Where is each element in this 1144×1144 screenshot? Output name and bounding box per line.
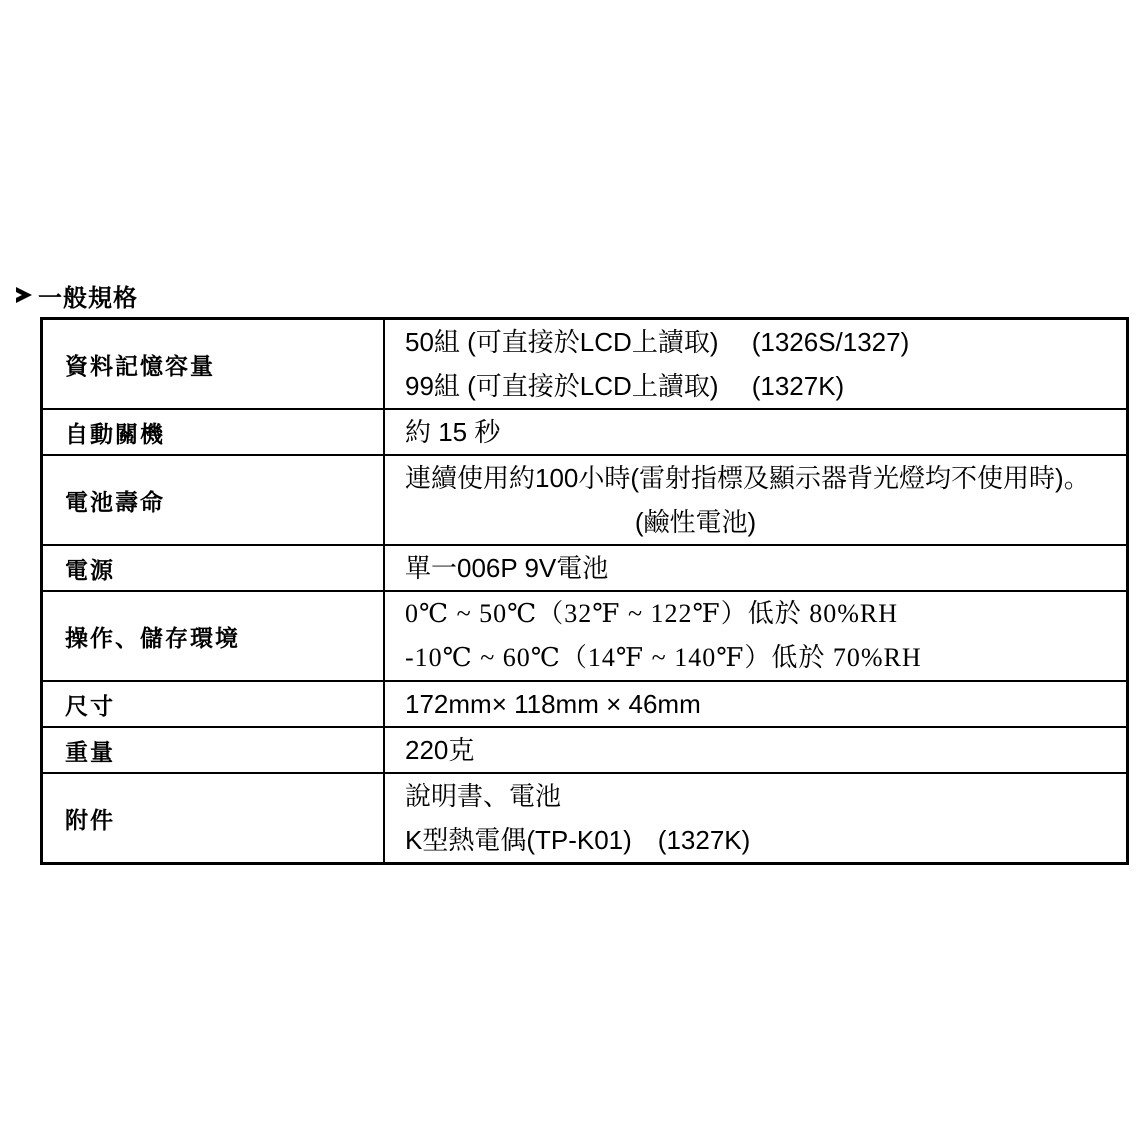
power-line-1: 單一006P 9V電池 [405, 553, 609, 583]
memory-line-1: 50組 (可直接於LCD上讀取) (1326S/1327) [405, 327, 910, 357]
dimensions-line-1: 172mm× 118mm × 46mm [405, 689, 701, 719]
table-row [42, 319, 1128, 410]
row-value-dimensions [384, 681, 1128, 727]
accessories-line-1: 說明書、電池 [405, 781, 562, 811]
row-label-dimensions: 尺寸 [42, 681, 385, 727]
table-row [42, 681, 1128, 727]
section-title: 一般規格 [38, 283, 138, 312]
row-label-environment: 操作、儲存環境 [42, 591, 385, 681]
row-label-accessories: 附件 [42, 773, 385, 864]
row-value-auto-off [384, 409, 1128, 455]
row-label-weight: 重量 [42, 727, 385, 773]
row-label-power: 電源 [42, 545, 385, 591]
row-value-weight [384, 727, 1128, 773]
row-label-battery-life: 電池壽命 [42, 455, 385, 545]
table-row [42, 727, 1128, 773]
battery-life-line-2: (鹼性電池) [634, 507, 757, 537]
weight-line-1: 220克 [405, 735, 475, 765]
accessories-line-2: K型熱電偶(TP-K01) (1327K) [405, 825, 751, 855]
environment-line-2: -10℃ ~ 60℃（14℉ ~ 140℉）低於 70%RH [405, 643, 922, 672]
row-value-memory [384, 319, 1128, 410]
row-value-environment [384, 591, 1128, 681]
auto-off-line-1: 約 15 秒 [405, 417, 501, 447]
table-row [42, 591, 1128, 681]
row-value-accessories [384, 773, 1128, 864]
row-value-power [384, 545, 1128, 591]
table-row [42, 545, 1128, 591]
memory-line-2: 99組 (可直接於LCD上讀取) (1327K) [405, 371, 845, 401]
battery-life-line-1: 連續使用約100小時(雷射指標及顯示器背光燈均不使用時)。 [405, 463, 1090, 493]
row-label-auto-off: 自動關機 [42, 409, 385, 455]
section-heading [16, 279, 138, 311]
table-row [42, 455, 1128, 545]
environment-line-1: 0℃ ~ 50℃（32℉ ~ 122℉）低於 80%RH [405, 599, 899, 628]
table-row [42, 409, 1128, 455]
row-label-memory: 資料記憶容量 [42, 319, 385, 410]
row-value-battery-life [384, 455, 1128, 545]
table-row [42, 773, 1128, 864]
arrow-bullet-icon [16, 287, 32, 303]
spec-table [40, 317, 1129, 865]
